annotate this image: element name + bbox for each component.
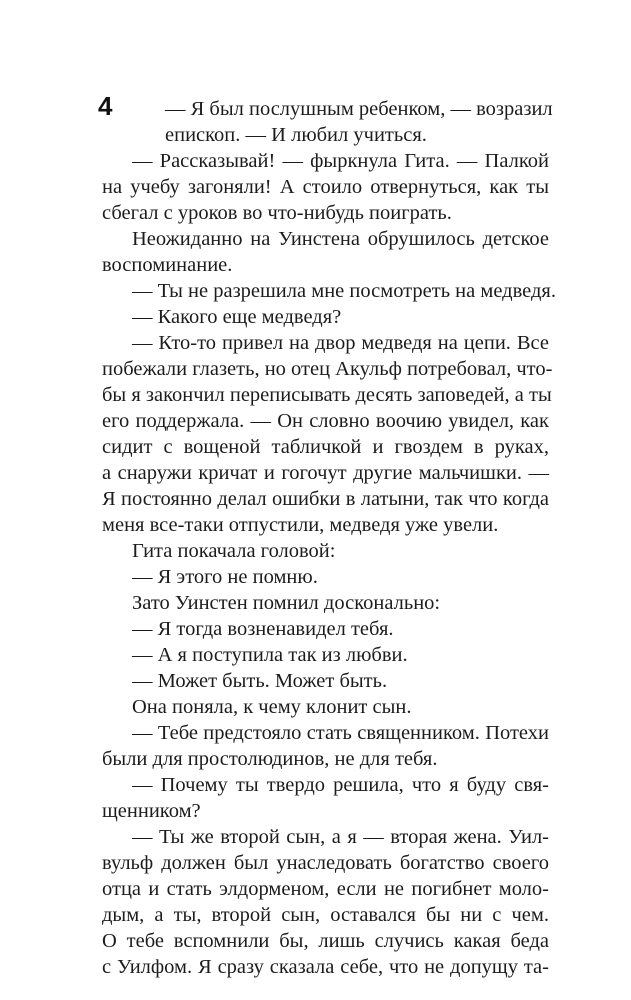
text-line: — Ты же второй сын, а я — вторая жена. Уил- — [132, 826, 549, 848]
text-line: Гита покачала головой: — [132, 540, 336, 562]
text-line: на учебу загоняли! А стоило отвернуться, как ты — [102, 176, 549, 198]
text-line: — Какого еще медведя? — [132, 306, 342, 328]
text-line: — Я этого не помню. — [132, 566, 318, 588]
text-line: вульф должен был унаследовать богатство своего — [102, 852, 549, 874]
text-line: сидит с вощеной табличкой и гвоздем в руках, — [102, 436, 549, 458]
text-line: — Почему ты твердо решила, что я буду свя- — [132, 774, 549, 796]
text-line: О тебе вспомнили бы, лишь случись какая беда — [102, 930, 549, 952]
text-line: Неожиданно на Уинстена обрушилось детское — [132, 228, 549, 250]
chapter-number: 4 — [98, 91, 113, 121]
text-line: с Уилфом. Я сразу сказала себе, что не допущу та- — [102, 956, 549, 978]
text-line: Она поняла, к чему клонит сын. — [132, 696, 412, 718]
text-line: бы я закончил переписывать десять заповедей, а ты — [102, 384, 552, 406]
text-line: а снаружи кричат и гогочут другие мальчишки. — — [102, 462, 549, 484]
text-line: — Кто-то привел на двор медведя на цепи. Все — [132, 332, 549, 354]
text-line: Я постоянно делал ошибки в латыни, так что когда — [102, 488, 549, 510]
text-line: епископ. — И любил учиться. — [165, 124, 427, 146]
body-text — [102, 96, 556, 980]
text-line: меня все-таки отпустили, медведя уже увели. — [102, 514, 499, 536]
text-line: побежали глазеть, но отец Акульф потребовал, что- — [102, 358, 553, 380]
text-line: — Я был послушным ребенком, — возразил — [165, 98, 553, 120]
text-line: — А я поступила так из любви. — [132, 644, 408, 666]
text-line: — Рассказывай! — фыркнула Гита. — Палкой — [132, 150, 549, 172]
text-line: Зато Уинстен помнил досконально: — [132, 592, 441, 614]
text-line: воспоминание. — [102, 254, 233, 276]
text-line: — Я тогда возненавидел тебя. — [132, 618, 394, 640]
text-line: — Может быть. Может быть. — [132, 670, 388, 692]
text-line: дым, а ты, второй сын, оставался бы ни с чем. — [102, 904, 549, 926]
text-line: щенником? — [102, 800, 201, 822]
text-line: сбегал с уроков во что-нибудь поиграть. — [102, 202, 452, 224]
text-line: его поддержала. — Он словно воочию увидел, как — [102, 410, 549, 432]
text-line: — Тебе предстояло стать священником. Потехи — [132, 722, 549, 744]
text-line: — Ты не разрешила мне посмотреть на медведя. — [132, 280, 556, 302]
text-line: были для простолюдинов, не для тебя. — [102, 748, 438, 770]
text-line: отца и стать элдорменом, если не погибнет моло- — [102, 878, 549, 900]
